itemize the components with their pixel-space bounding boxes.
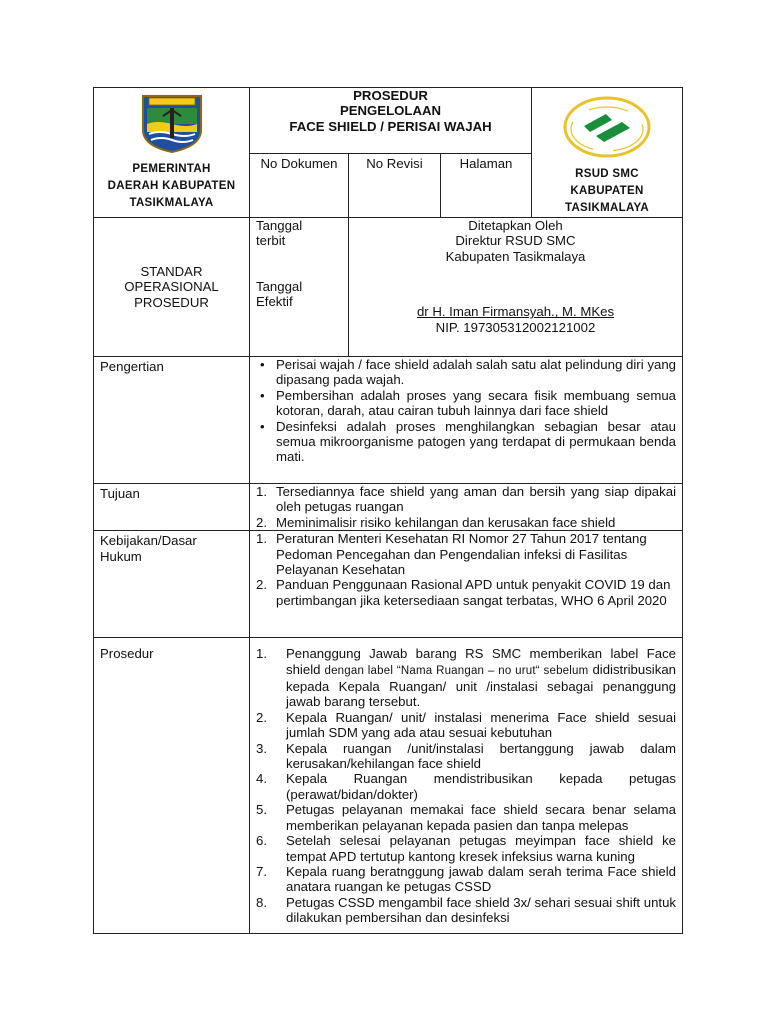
pengertian-list [256,357,676,465]
list-item: 8. Petugas CSSD mengambil face shield 3x/ sehari sesuai shift untuk dilakukan pembersihan dan desinfeksi [256,894,676,926]
header-left-cell [94,88,250,218]
tasikmalaya-crest-icon [137,90,207,154]
signer-nip: NIP. 197305312002121002 [435,319,596,335]
list-item: • Perisai wajah / face shield adalah salah satu alat pelindung diri yang dipasang pada wajah. [276,357,676,388]
tanggal-cell [250,218,349,357]
sop-table [93,87,683,934]
pengertian-label: Pengertian [94,357,250,484]
tujuan-list [256,484,676,530]
tujuan-label: Tujuan [94,484,250,531]
document-title: PROSEDUR PENGELOLAAN FACE SHIELD / PERISAI WAJAH [250,88,532,154]
list-item: • Desinfeksi adalah proses menghilangkan sebagian besar atau semua mikroorganisme patogen yang terdapat di permukaan benda mati. [276,419,676,465]
prosedur-content [250,638,683,934]
kebijakan-label: Kebijakan/Dasar Hukum [94,531,250,638]
list-item: 1. Tersediannya face shield yang aman dan bersih yang siap dipakai oleh petugas ruangan [256,484,676,515]
list-item: 4. Kepala Ruangan mendistribusikan kepada petugas (perawat/bidan/dokter) [256,771,676,802]
no-revisi-cell: No Revisi [349,153,441,217]
header-right-cell [532,88,683,218]
no-dokumen-cell: No Dokumen [250,153,349,217]
prosedur-list [256,646,676,925]
list-item: 6. Setelah selesai pelayanan petugas meyimpan face shield ke tempat APD tertutup kantong kresek infeksius warna kuning [256,833,676,864]
rsud-smc-logo-icon [562,96,652,158]
list-item: 1. Peraturan Menteri Kesehatan RI Nomor 27 Tahun 2017 tentang Pedoman Pencegahan dan Pengendalian infeksi di Fasilitas Pelayanan Kesehatan [256,531,647,578]
list-item: 3. Kepala ruangan /unit/instalasi bertanggung jawab dalam kerusakan/kehilangan face shield [256,740,676,772]
kebijakan-content [250,531,683,638]
tanggal-efektif: Tanggal Efektif [256,278,303,310]
org-left: PEMERINTAH DAERAH KABUPATEN TASIKMALAYA [107,163,236,210]
org-right: RSUD SMC KABUPATEN TASIKMALAYA [564,168,650,214]
prosedur-label: Prosedur [94,638,250,934]
tanggal-terbit: Tanggal terbit [256,218,303,249]
sop-label: STANDAR OPERASIONAL PROSEDUR [94,218,250,357]
list-item: 1. Penanggung Jawab barang RS SMC memberikan label Face shield dengan label “Nama Ruangan – no urut“ sebelum didistribusikan kepada Kepala Ruangan/ unit /instalasi sebagai penanggung jawab barang tersebut. [256,646,676,710]
list-item: 7. Kepala ruang beratnggung jawab dalam serah terima Face shield anatara ruangan ke petugas CSSD [256,863,676,895]
list-item: 2. Panduan Penggunaan Rasional APD untuk penyakit COVID 19 dan pertimbangan jika ketersediaan sangat terbatas, WHO 6 April 2020 [256,577,671,608]
list-item: 2. Kepala Ruangan/ unit/ instalasi menerima Face shield sesuai jumlah SDM yang ada atau sesuai kebutuhan [256,709,676,741]
signer-name: dr H. Iman Firmansyah., M. MKes [416,304,615,320]
ditetapkan-cell: Ditetapkan Oleh Direktur RSUD SMC Kabupaten Tasikmalaya dr H. Iman Firmansyah., M. MKes NIP. 197305312002121002 [349,218,683,357]
list-item: • Pembersihan adalah proses yang secara fisik membuang semua kotoran, darah, atau cairan tubuh lainnya dari face shield [276,388,676,419]
list-item: 5. Petugas pelayanan memakai face shield secara benar selama memberikan pelayanan kepada pasien dan tanpa melepas [256,802,676,833]
tujuan-content [250,484,683,531]
halaman-cell: Halaman [441,153,532,217]
kebijakan-list [256,531,676,608]
list-item: 2. Meminimalisir risiko kehilangan dan kerusakan face shield [256,514,616,530]
pengertian-content [250,357,683,484]
